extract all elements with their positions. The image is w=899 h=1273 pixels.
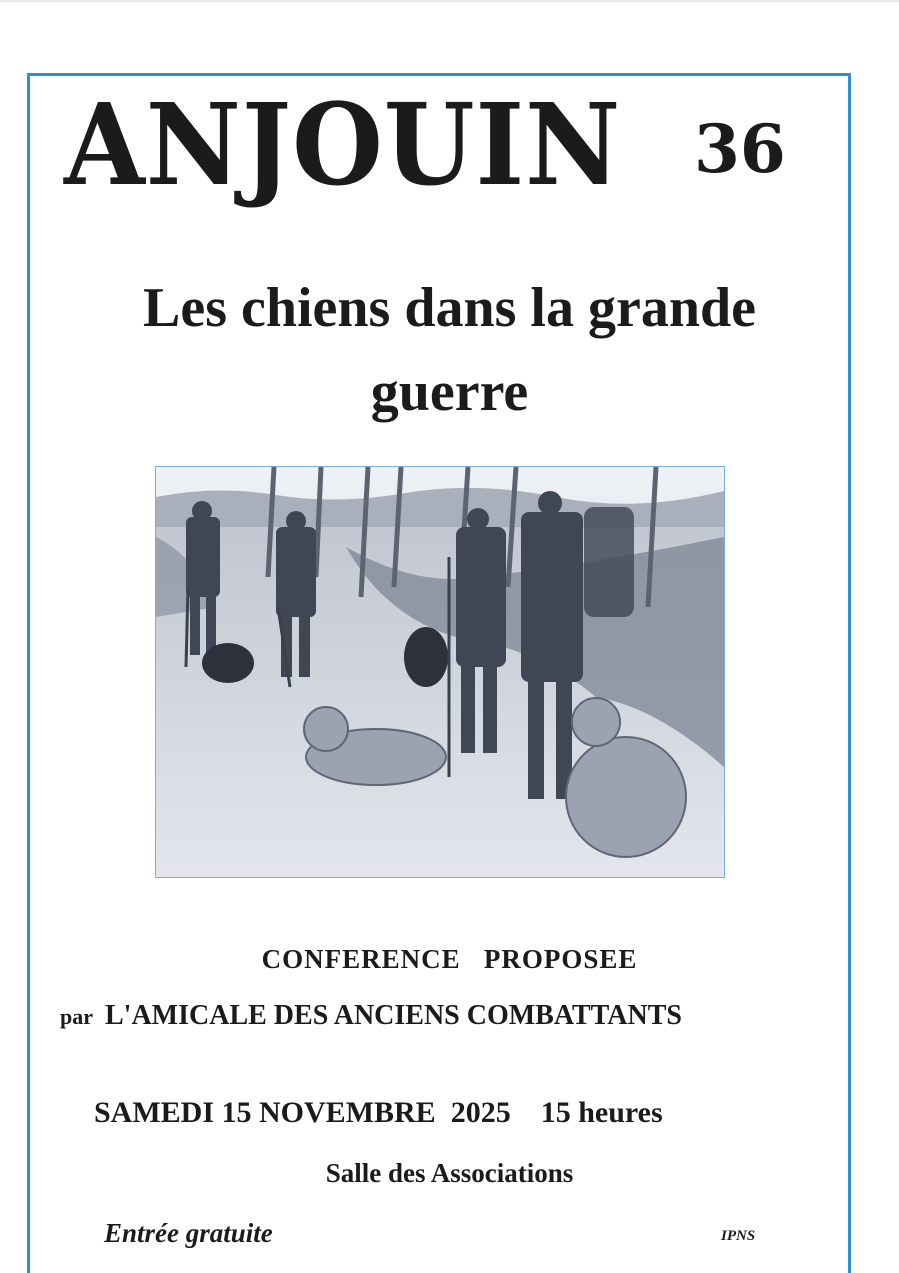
photo-illustration (156, 467, 724, 877)
par-label: par (60, 1004, 93, 1029)
event-date: SAMEDI 15 NOVEMBRE 2025 (94, 1096, 511, 1129)
title-row (0, 80, 899, 211)
event-time: 15 heures (540, 1096, 663, 1129)
organizer-line (60, 1000, 682, 1032)
entry-note: Entrée gratuite (104, 1218, 273, 1248)
poster-title-number: 36 (694, 110, 786, 188)
subtitle-line-1: Les chiens dans la grande (143, 277, 756, 339)
conference-line: CONFERENCE PROPOSEE (261, 944, 638, 974)
historical-photo (155, 466, 725, 878)
date-line (94, 1096, 663, 1130)
poster-title: ANJOUIN (64, 80, 622, 211)
page-top-edge (0, 0, 899, 2)
venue: Salle des Associations (325, 1158, 574, 1188)
poster-subtitle (40, 266, 859, 434)
ipns-mark: IPNS (721, 1228, 756, 1244)
subtitle-line-2: guerre (370, 361, 529, 423)
organizer-name: L'AMICALE DES ANCIENS COMBATTANTS (105, 1000, 682, 1031)
